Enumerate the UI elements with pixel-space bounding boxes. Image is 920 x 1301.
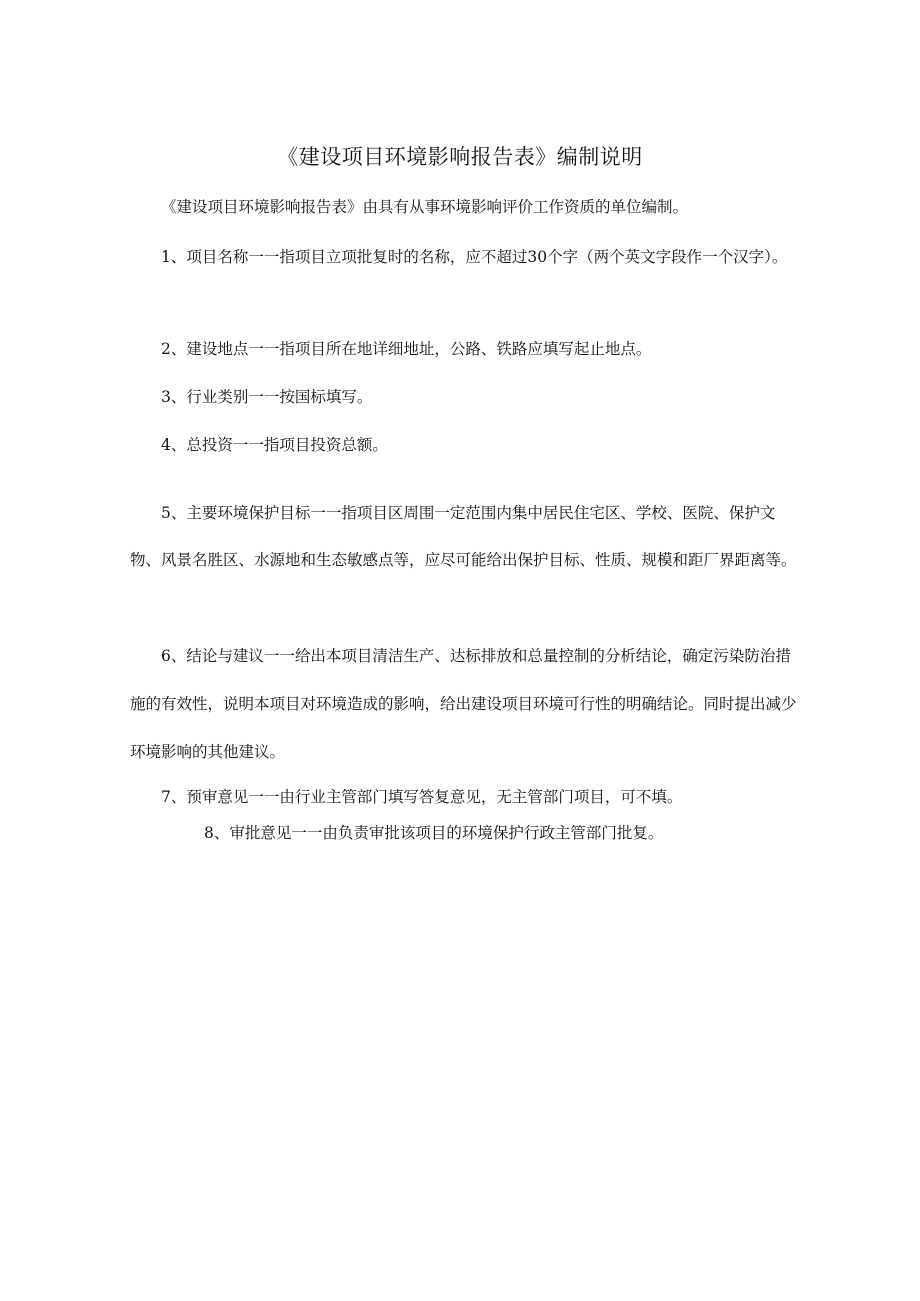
item-6-conclusions: 6、结论与建议一一给出本项目清洁生产、达标排放和总量控制的分析结论，确定污染防治措施的有效性，说明本项目对环境造成的影响，给出建设项目环境可行性的明确结论。同时提出减少环境影响的其他建议。	[130, 647, 797, 761]
item-1-project-name: 1、项目名称一一指项目立项批复时的名称，应不超过30个字（两个英文字段作一个汉字）。	[161, 248, 788, 266]
item-7-pre-review-opinion: 7、预审意见一一由行业主管部门填写答复意见，无主管部门项目，可不填。	[161, 788, 683, 806]
document-title: 《建设项目环境影响报告表》编制说明	[277, 145, 643, 169]
item-8-approval-opinion: 8、审批意见一一由负责审批该项目的环境保护行政主管部门批复。	[204, 824, 664, 842]
item-4-total-investment: 4、总投资一一指项目投资总额。	[161, 436, 388, 454]
item-2-construction-site: 2、建设地点一一指项目所在地详细地址，公路、铁路应填写起止地点。	[161, 340, 652, 358]
item-3-industry-category: 3、行业类别一一按国标填写。	[161, 388, 373, 406]
item-5-protection-targets: 5、主要环境保护目标一一指项目区周围一定范围内集中居民住宅区、学校、医院、保护文物、风景名胜区、水源地和生态敏感点等，应尽可能给出保护目标、性质、规模和距厂界距离等。	[130, 504, 797, 569]
intro-paragraph: 《建设项目环境影响报告表》由具有从事环境影响评价工作资质的单位编制。	[161, 198, 689, 216]
